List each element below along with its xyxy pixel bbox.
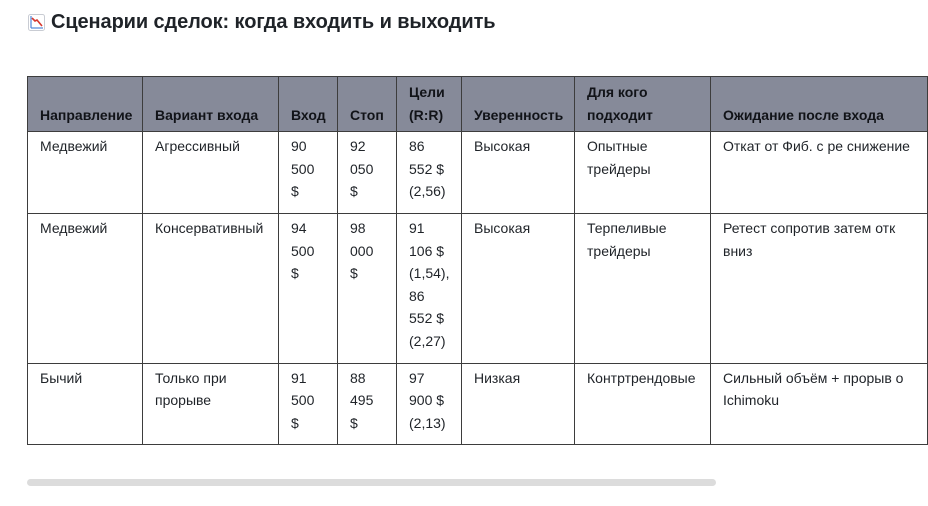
- cell-suitable-for: Опытные трейдеры: [575, 132, 711, 214]
- header-targets: Цели (R:R): [397, 77, 462, 132]
- table-header-row: [28, 77, 928, 132]
- cell-entry: 90 500 $: [279, 132, 338, 214]
- cell-direction: Медвежий: [28, 213, 143, 363]
- header-suitable-for: Для кого подходит: [575, 77, 711, 132]
- chart-decreasing-icon: [28, 14, 45, 31]
- cell-entry-variant: Только при прорыве: [143, 363, 279, 445]
- header-confidence: Уверенность: [462, 77, 575, 132]
- cell-targets: 86 552 $ (2,56): [397, 132, 462, 214]
- table-row: [28, 363, 928, 445]
- cell-direction: Медвежий: [28, 132, 143, 214]
- cell-entry: 94 500 $: [279, 213, 338, 363]
- header-entry-variant: Вариант входа: [143, 77, 279, 132]
- cell-direction: Бычий: [28, 363, 143, 445]
- cell-stop: 88 495 $: [338, 363, 397, 445]
- horizontal-scrollbar[interactable]: [27, 479, 783, 487]
- cell-targets: 91 106 $ (1,54), 86 552 $ (2,27): [397, 213, 462, 363]
- cell-entry-variant: Агрессивный: [143, 132, 279, 214]
- cell-expectation: Откат от Фиб. с ре снижение: [711, 132, 928, 214]
- table-viewport[interactable]: [27, 76, 910, 456]
- cell-entry: 91 500 $: [279, 363, 338, 445]
- table-row: [28, 213, 928, 363]
- header-direction: Направление: [28, 77, 143, 132]
- table-row: [28, 132, 928, 214]
- cell-expectation: Ретест сопротив затем отк вниз: [711, 213, 928, 363]
- page-title-text: Сценарии сделок: когда входить и выходить: [51, 11, 496, 33]
- cell-stop: 92 050 $: [338, 132, 397, 214]
- cell-confidence: Высокая: [462, 132, 575, 214]
- page-title: [28, 11, 495, 34]
- header-expectation: Ожидание после входа: [711, 77, 928, 132]
- cell-confidence: Высокая: [462, 213, 575, 363]
- cell-suitable-for: Контртрендовые: [575, 363, 711, 445]
- scenarios-table: [27, 76, 928, 445]
- cell-suitable-for: Терпеливые трейдеры: [575, 213, 711, 363]
- cell-expectation: Сильный объём + прорыв о Ichimoku: [711, 363, 928, 445]
- scrollbar-thumb[interactable]: [27, 479, 716, 486]
- cell-stop: 98 000 $: [338, 213, 397, 363]
- header-entry: Вход: [279, 77, 338, 132]
- cell-entry-variant: Консервативный: [143, 213, 279, 363]
- cell-confidence: Низкая: [462, 363, 575, 445]
- cell-targets: 97 900 $ (2,13): [397, 363, 462, 445]
- header-stop: Стоп: [338, 77, 397, 132]
